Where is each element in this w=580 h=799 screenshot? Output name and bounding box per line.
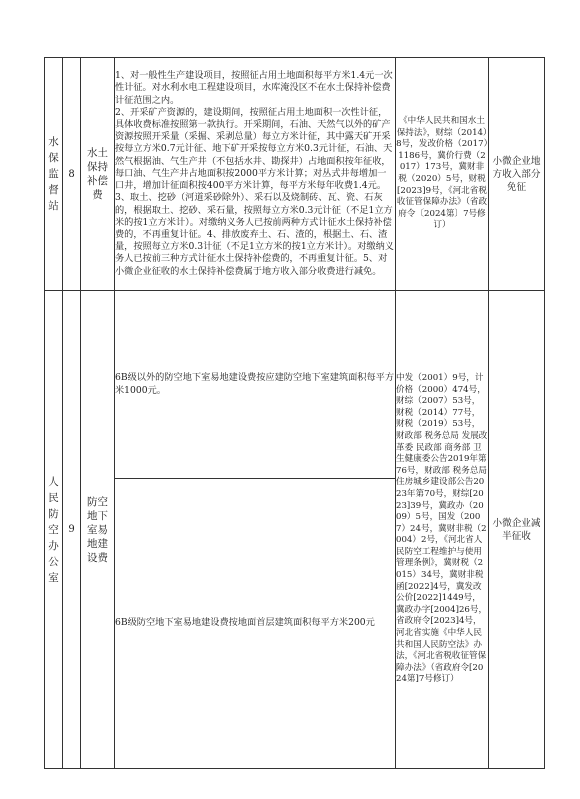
scope-cell: 小微企业减半征收: [489, 291, 545, 769]
basis-cell: 《中华人民共和国水土保持法》，财综（2014）8号，发改价格（2017）1186号，冀价行费（2017）173号，冀财非税（2020）5号，财税[2023]9号，《河北省税收征管保障办法》（省政府令〔2024第〕7号修订）: [396, 58, 489, 291]
row-number: 8: [63, 58, 81, 291]
item-cell: [81, 291, 115, 769]
dept-label: 人民防空办公室: [48, 475, 59, 584]
dept-label: 水保监督站: [48, 136, 59, 212]
row-number: 9: [63, 291, 81, 769]
policy-text: 2、开采矿产资源的，建设期间，按照征占用土地面积一次性计征，具体收费标准按照第一款执行。开采期间，石油、天然气以外的矿产资源按照开采量（采掘、采剥总量）每立方米计征，其中露天矿开采按每立方米0.7元计征、地下矿开采按每立方米0.3元计征，石油、天然气根据油、气生产井（不包括水井、勘探井）占地面积按年征收，每口油、气生产井占地面积按2000平方米计算；对丛式井每增加一口井，增加计征面积按400平方米计算，每平方米每年收费1.4元。3、取土、挖砂（河道采砂除外）、采石以及烧制砖、瓦、瓷、石灰的，根据取土、挖砂、采石量，按照每立方米0.3元计征（不足1立方米的按1立方米计）。对缴纳义务人已按前两种方式计征水土保持补偿费的，不再重复计征。4、排放废弃土、石、渣的，根据土、石、渣量，按照每立方米0.3计征（不足1立方米的按1立方米计）。对缴纳义务人已按前三种方式计征水土保持补偿费的，不再重复计征。5、对小微企业征收的水土保持补偿费属于地方收入部分收费进行减免。: [115, 106, 394, 277]
policy-text: 6B级以外的防空地下室易地建设费按应建防空地下室建筑面积每平方米1000元。: [115, 372, 395, 396]
item-cell: [81, 58, 115, 291]
table-row: [45, 291, 545, 479]
basis-cell: 中发（2001）9号，计价格（2000）474号，财综（2007）53号，财税（2014）77号，财税（2019）53号，财政部 税务总局 发展改革委 民政部 商务部 卫生健康委公告2019年第76号，财政部 税务总局 住房城乡建设部公告2023年第70号，财综[2023]39号，冀政办（2009）5号，国发（2007）24号，冀财非税（2004）2号，《河北省人民防空工程维护与使用管理条例》，冀财税（2015）34号，冀财非税函[2022]4号，冀发改公价[2022]1449号，冀政办字[2004]26号，省政府令[2023]4号，河北省实施《中华人民共和国人民防空法》办法，《河北省税收征管保障办法》（省政府令[2024第]7号修订）: [396, 291, 489, 769]
table-row: [45, 58, 545, 291]
fee-table: [44, 57, 545, 769]
policy-cell: [115, 291, 396, 479]
policy-text: 1、对一般性生产建设项目，按照征占用土地面积每平方米1.4元一次性计征。对水利水电工程建设项目，水库淹没区不在水土保持补偿费计征范围之内。: [115, 70, 393, 106]
policy-cell: [115, 479, 396, 769]
policy-text: 6B级防空地下室易地建设费按地面首层建筑面积每平方米200元: [115, 617, 375, 629]
dept-cell: [45, 291, 63, 769]
item-label: 防空地下室易地建设费: [87, 495, 108, 564]
policy-cell: [115, 58, 396, 291]
item-label: 水土保持补偿费: [87, 147, 108, 201]
scope-cell: 小微企业地方收入部分免征: [489, 58, 545, 291]
dept-cell: [45, 58, 63, 291]
